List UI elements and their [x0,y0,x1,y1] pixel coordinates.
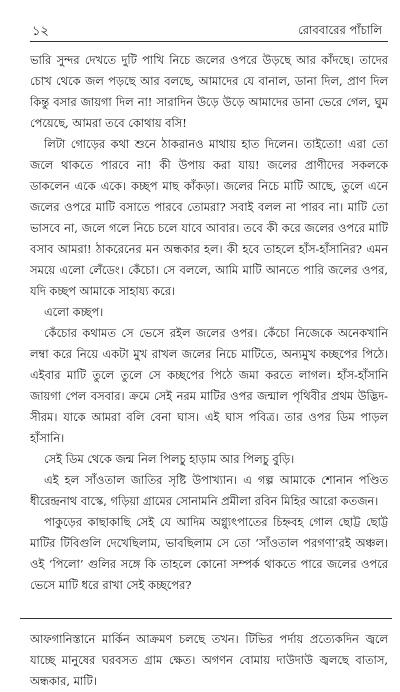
page-body [30,50,388,692]
paragraph-turtle-arrives: এলো কচ্ছপ। [44,305,104,319]
paragraph-birds: ভারি সুন্দর দেখতে দুটি পাখি নিচে জলের ওপরে উড়ছে আর কাঁদছে। তাদের চোখ থেকে জল পড়ছে আর বলছে, আমাদের যে বানাল, ডানা দিল, প্রাণ দিল কিন্তু বসার জায়গা দিল না! সারাদিন উড়ে উড়ে আমাদের ডানা ভেরে গেল, ঘুম পেয়েছে, আমরা তবে কোথায় বসি! [30,53,388,130]
paragraph-afghanistan: আফগানিস্তানে মার্কিন আক্রমণ চলছে তখন। টিভির পর্দায় প্রত্যেকদিন জ্বলে যাচ্ছে মানুষের ঘরবসত গ্রাম ক্ষেত। অগণন বোমায় দাউদাউ জ্বলছে বাতাস, অন্ধকার, মাটি। [30,632,388,688]
paragraph-earthworm: কেঁচোর কথামত সে ভেসে রইল জলের ওপর। কেঁচো নিজেকে অনেকখানি লম্বা করে নিয়ে একটা মুখ রাখল জলের নিচে মাটিতে, অন্যমুখ কচ্ছপের পিঠে। এইবার মাটি তুলে তুলে সে কচ্ছপের পিঠে জমা করতে লাগল। হাঁস-হাঁসানি জায়গা পেল বসবার। ক্রমে সেই নরম মাটির ওপর জন্মাল পৃথিবীর প্রথম উদ্ভিদ-সীরম। যাকে আমরা বলি বেনা ঘাস। এই ঘাস পবিত্র। তার ওপর ডিম পাড়ল হাঁসানি। [30,326,388,445]
paragraph-first-humans: সেই ডিম থেকে জন্ম নিল পিলচু হাড়াম আর পিলচু বুড়ি। [44,452,295,466]
running-title: রোববারের পাঁচালি [298,23,382,37]
paragraph-pakur: পাকুড়ের কাছাকাছি সেই যে আদিম অগ্ন্যুৎপাতের চিহ্নবহ গোল ছোট্ট ছোট্ট মাটির টিবিগুলি দেখেছিলাম, ভাবছিলাম সে তো ‘সাঁওতাল পরগণা’রই অঞ্চল। ওই ‘পিলো’ গুলির সঙ্গে কি তাহলে কোনো সম্পর্ক থাকতে পারে জলের ওপরে ভেসে মাটি ধরে রাখা সেই কচ্ছপের? [30,515,388,592]
paragraph-earth: লিটা গোড়ের কথা শুনে ঠাকরানও মাথায় হাত দিলেন। তাইতো! এরা তো জলে থাকতে পারবে না! কী উপায় করা যায়! জলের প্রাণীদের সকলকে ডাকলেন একে একে। কচ্ছপ মাছ কাঁকড়া। জলের নিচে মাটি আছে, তুলে এনে জলের ওপরে মাটি বসাতে পারবে তোমরা? সবাই বলল না পারব না। মাটি তো ভাসবে না, জলে গলে নিচে চলে যাবে আবার। তবে কী করে জলের ওপরে মাটি বসাব আমরা! ঠাকরেনের মন অন্ধকার হল। কী হবে তাহলে হাঁস-হাঁসানির? এমন সময়ে এলো লেঁডেং। কেঁচো। সে বললে, আমি মাটি আনতে পারি জলের ওপর, যদি কচ্ছপ আমাকে সাহায্য করে। [30,137,388,298]
header-rule [30,41,388,42]
page-number: ১২ [32,24,49,39]
page-header [30,18,388,40]
section-separator [20,618,392,619]
paragraph-creation-myth: এই হল সাঁওতাল জাতির সৃষ্টি উপাখ্যান। এ গল্প আমাকে শোনান পণ্ডিত ধীরেন্দ্রনাথ বাস্কে, গড়িয়া গ্রামের সোনামনি প্রমীলা রবিন মিহির আরো কতজন। [30,473,388,508]
